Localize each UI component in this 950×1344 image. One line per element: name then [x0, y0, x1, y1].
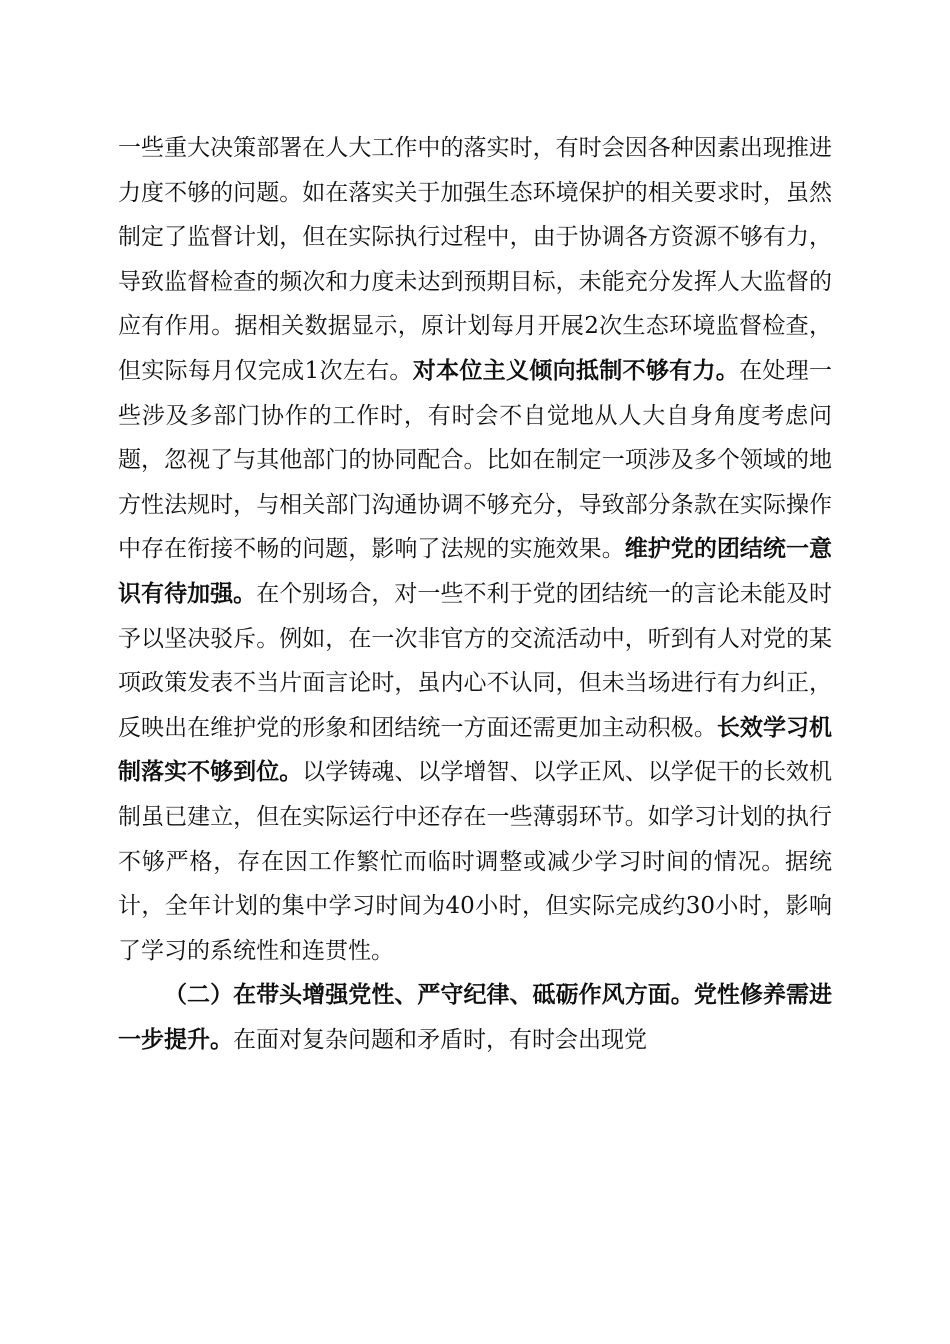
paragraph-text: 在个别场合，对一些不利于党的团结统一的言论未能及时予以坚决驳斥。例如，在一次非官方的交流活动中，听到有人对党的某项政策发表不当片面言论时，虽内心不认同，但未当场进行有力纠正，反映出在维护党的形象和团结统一方面还需更加主动积极。: [118, 580, 833, 741]
bold-heading: 对本位主义倾向抵制不够有力。: [412, 357, 740, 384]
paragraph-text: 一些重大决策部署在人大工作中的落实时，有时会因各种因素出现推进力度不够的问题。如在落实关于加强生态环境保护的相关要求时，虽然制定了监督计划，但在实际执行过程中，由于协调各方资源不够有力，导致监督检查的频次和力度未达到预期目标，未能充分发挥人大监督的应有作用。据相关数据显示，原计划每月开展2次生态环境监督检查，但实际每月仅完成1次左右。: [118, 135, 832, 384]
paragraph-text: 在面对复杂问题和矛盾时，有时会出现党: [233, 1026, 647, 1053]
section-paragraph: [118, 973, 832, 1062]
bold-heading: 维护党的团结统一意识有待加强。: [118, 536, 833, 607]
paragraph-continued: [118, 126, 832, 973]
bold-heading: 长效学习机制落实不够到位。: [118, 714, 833, 786]
paragraph-text: 以学铸魂、以学增智、以学正风、以学促干的长效机制虽已建立，但在实际运行中还存在一些薄弱环节。如学习计划的执行不够严格，存在因工作繁忙而临时调整或减少学习时间的情况。据统计，全年计划的集中学习时间为40小时，但实际完成约30小时，影响了学习的系统性和连贯性。: [118, 759, 833, 964]
section-heading: （二）在带头增强党性、严守纪律、砥砺作风方面。党性修养需进一步提升。: [118, 982, 832, 1053]
paragraph-text: 在处理一些涉及多部门协作的工作时，有时会不自觉地从人大自身角度考虑问题，忽视了与其他部门的协同配合。比如在制定一项涉及多个领域的地方性法规时，与相关部门沟通协调不够充分，导致部分条款在实际操作中存在衔接不畅的问题，影响了法规的实施效果。: [118, 357, 833, 563]
document-body: [118, 126, 832, 1062]
